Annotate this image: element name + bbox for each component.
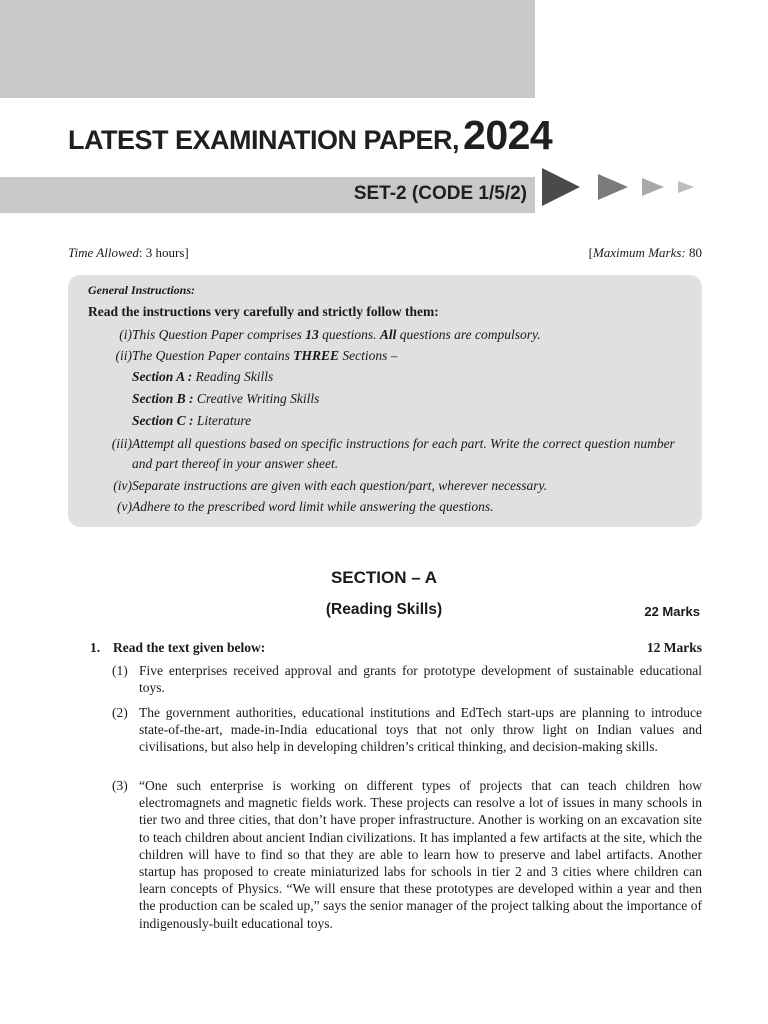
section-list-name: Literature bbox=[193, 413, 252, 428]
instruction-text: Adhere to the prescribed word limit while answering the questions. bbox=[132, 499, 494, 514]
question-marks: 12 Marks bbox=[646, 640, 702, 655]
instruction-text-part: Sections – bbox=[339, 348, 398, 363]
arrow-shape-1 bbox=[542, 168, 580, 206]
top-decorative-band bbox=[0, 0, 535, 98]
question-number: 1. bbox=[90, 640, 101, 655]
section-list-name: Creative Writing Skills bbox=[193, 391, 320, 406]
section-list-item bbox=[132, 369, 273, 385]
section-list-item bbox=[132, 413, 251, 429]
paragraph-text: The government authorities, educational institutions and EdTech start-ups are planning to introduce state-of-the-art, made-in-India educational toys that not only throw light on Indian values and civilisations, but also help in developing children’s critical thinking, and decision-making skills. bbox=[139, 705, 702, 755]
instruction-text: Separate instructions are given with each question/part, wherever necessary. bbox=[132, 478, 548, 493]
maximum-marks bbox=[589, 245, 702, 261]
section-title: SECTION – A bbox=[330, 568, 438, 587]
paragraph-text: “One such enterprise is working on different types of projects that can teach children how electromagnets and magnetic fields work. These projects can resolve a lot of issues in many schools in tier two and three cities, that don’t have proper infrastructure. Another is working on an excavation site to teach children about ancient Indian civilizations. It has implanted a few artifacts at the site, which the children will have to find so that they are able to learn how to preserve and label artifacts. Another startup has proposed to create miniaturized labs for schools in tier 2 and 3 cities where children can learn concepts of Physics. “We will ensure that these prototypes are developed within a year and then the production can be scaled up,” says the senior manager of the project talking about the importance of indigenously-built educational toys. bbox=[139, 778, 702, 931]
paragraph-text: Five enterprises received approval and grants for prototype development of sustainable educational toys. bbox=[139, 663, 702, 696]
title-text: LATEST EXAMINATION PAPER, bbox=[68, 125, 460, 155]
maximum-marks-label: Maximum Marks: bbox=[592, 245, 686, 260]
maximum-marks-value: 80 bbox=[685, 245, 702, 260]
instruction-text-part: questions. bbox=[318, 327, 380, 342]
time-allowed-label: Time Allowed bbox=[68, 245, 139, 260]
section-subtitle: (Reading Skills) bbox=[325, 601, 443, 618]
marks-bracket: [ bbox=[588, 245, 593, 260]
instruction-bold: THREE bbox=[293, 348, 340, 363]
exam-meta-row bbox=[68, 245, 702, 265]
arrow-shape-2 bbox=[598, 174, 628, 200]
section-list-label: Section B : bbox=[132, 391, 194, 406]
instruction-bold: 13 bbox=[305, 327, 319, 342]
instruction-number: (iv) bbox=[113, 478, 132, 493]
section-list-name: Reading Skills bbox=[192, 369, 274, 384]
instruction-number: (ii) bbox=[115, 348, 132, 363]
time-allowed bbox=[68, 245, 189, 261]
instruction-text bbox=[132, 325, 692, 345]
paragraph-number: (3) bbox=[112, 778, 128, 793]
section-list-label: Section C : bbox=[132, 413, 194, 428]
title-year: 2024 bbox=[463, 112, 553, 158]
instruction-text-part: questions are compulsory. bbox=[396, 327, 541, 342]
question-header bbox=[90, 640, 702, 660]
section-list-label: Section A : bbox=[132, 369, 193, 384]
arrow-shape-3 bbox=[642, 178, 664, 196]
paragraph-number: (2) bbox=[112, 705, 128, 720]
paragraph-number: (1) bbox=[112, 663, 128, 678]
general-instructions-box bbox=[68, 275, 702, 527]
page-title bbox=[68, 112, 553, 164]
section-marks: 22 Marks bbox=[644, 604, 700, 619]
instruction-text bbox=[132, 346, 692, 366]
question-prompt: Read the text given below: bbox=[113, 640, 266, 655]
section-list-item bbox=[132, 391, 319, 407]
instruction-bold: All bbox=[379, 327, 397, 342]
instruction-text-part: The Question Paper contains bbox=[132, 348, 294, 363]
set-code-label: SET-2 (CODE 1/5/2) bbox=[353, 183, 527, 204]
instruction-text-part: This Question Paper comprises bbox=[132, 327, 306, 342]
general-instructions-lead: Read the instructions very carefully and strictly follow them: bbox=[88, 304, 439, 319]
set-band bbox=[0, 177, 535, 213]
instruction-number: (v) bbox=[117, 499, 132, 514]
general-instructions-title: General Instructions: bbox=[88, 283, 196, 297]
decorative-arrows-icon bbox=[540, 166, 720, 208]
instruction-number: (iii) bbox=[111, 436, 132, 451]
time-allowed-value: : 3 hours] bbox=[138, 245, 189, 260]
instruction-text: Attempt all questions based on specific instructions for each part. Write the correct question number and part thereof in your answer sheet. bbox=[132, 436, 675, 471]
instruction-number: (i) bbox=[119, 327, 132, 342]
arrow-shape-4 bbox=[678, 181, 694, 193]
